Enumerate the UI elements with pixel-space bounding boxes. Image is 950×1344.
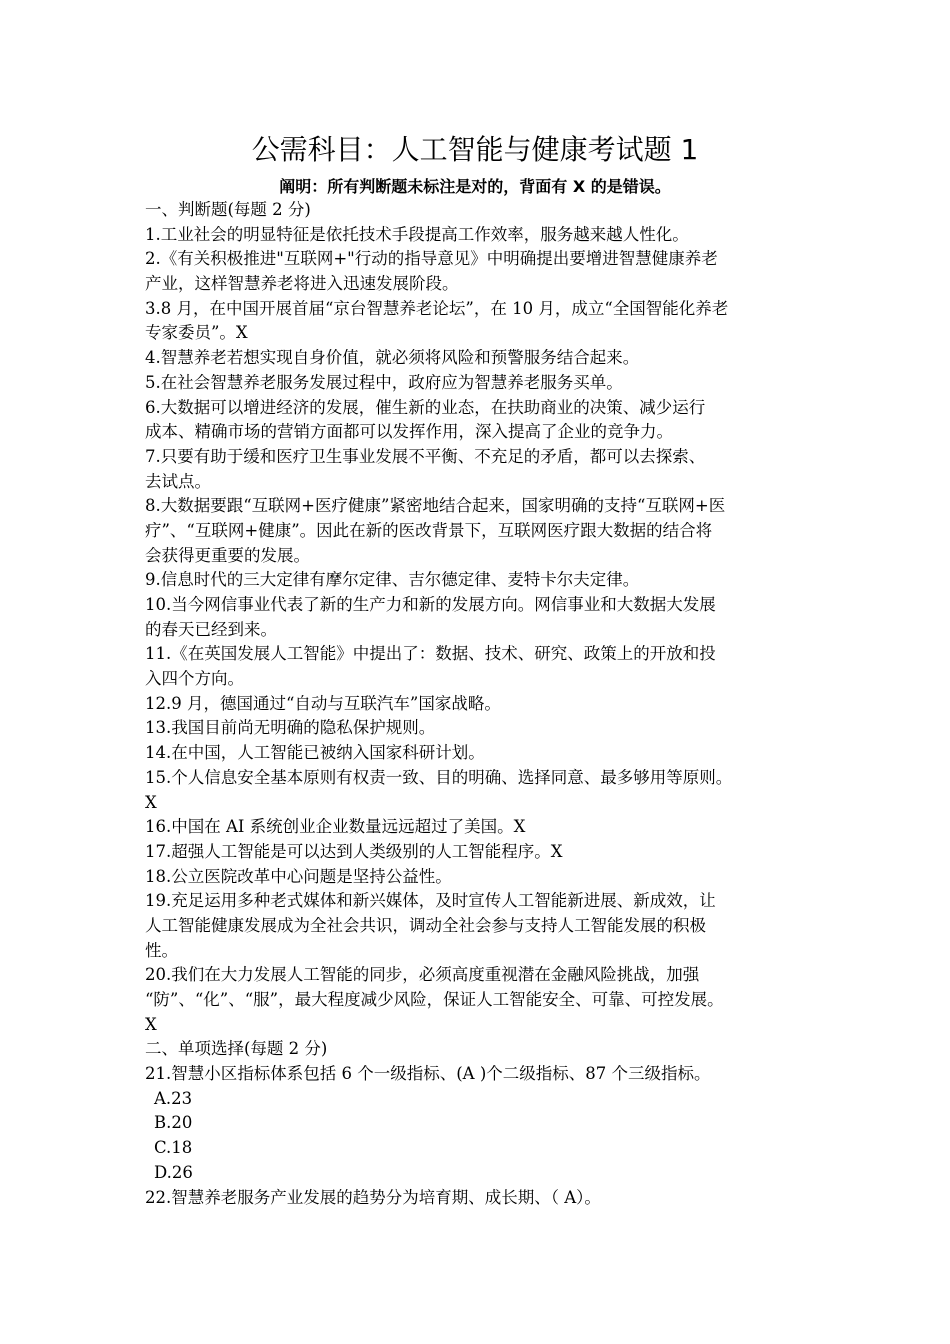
question-7-line-2: 去试点。 (145, 471, 211, 491)
section-heading-single-choice: 二、单项选择(每题 2 分) (145, 1039, 328, 1059)
question-2-line-1: 2.《有关积极推进"互联网+"行动的指导意见》中明确提出要增进智慧健康养老 (145, 249, 718, 269)
question-21-option-a: A.23 (154, 1088, 193, 1108)
question-8-line-1: 8.大数据要跟“互联网+医疗健康”紧密地结合起来，国家明确的支持“互联网+医 (145, 496, 726, 516)
question-19-line-2: 人工智能健康发展成为全社会共识，调动全社会参与支持人工智能发展的积极 (145, 915, 706, 935)
document-note: 阐明：所有判断题未标注是对的，背面有 X 的是错误。 (279, 177, 671, 196)
question-3-line-1: 3.8 月，在中国开展首届“京台智慧养老论坛”，在 10 月，成立“全国智能化养老 (145, 298, 729, 318)
question-4: 4.智慧养老若想实现自身价值，就必须将风险和预警服务结合起来。 (145, 348, 640, 368)
question-20-line-2: “防”、“化”、“服”，最大程度减少风险，保证人工智能安全、可靠、可控发展。 (145, 990, 724, 1009)
question-21: 21.智慧小区指标体系包括 6 个一级指标、(A )个二级指标、87 个三级指标。 (145, 1064, 711, 1084)
question-13: 13.我国目前尚无明确的隐私保护规则。 (145, 718, 436, 738)
question-19-line-1: 19.充足运用多种老式媒体和新兴媒体，及时宣传人工智能新进展、新成效，让 (145, 891, 716, 911)
question-11-line-1: 11.《在英国发展人工智能》中提出了：数据、技术、研究、政策上的开放和投 (145, 644, 716, 664)
question-10-line-2: 的春天已经到来。 (145, 619, 277, 639)
question-1: 1.工业社会的明显特征是依托技术手段提高工作效率，服务越来越人性化。 (145, 224, 689, 244)
document-title: 公需科目：人工智能与健康考试题 1 (251, 133, 699, 166)
document-body (145, 198, 835, 1210)
question-6-line-1: 6.大数据可以增进经济的发展，催生新的业态，在扶助商业的决策、减少运行 (145, 397, 706, 417)
question-8-line-3: 会获得更重要的发展。 (145, 545, 310, 565)
question-20-line-1: 20.我们在大力发展人工智能的同步，必须高度重视潜在金融风险挑战，加强 (145, 965, 700, 985)
question-11-line-2: 入四个方向。 (145, 669, 244, 689)
question-21-option-b: B.20 (154, 1113, 193, 1133)
question-22: 22.智慧养老服务产业发展的趋势分为培育期、成长期、（ A）。 (145, 1187, 601, 1207)
question-17: 17.超强人工智能是可以达到人类级别的人工智能程序。X (145, 841, 563, 861)
question-12: 12.9 月，德国通过“自动与互联汽车”国家战略。 (145, 693, 501, 713)
question-14: 14.在中国，人工智能已被纳入国家科研计划。 (145, 743, 485, 763)
question-21-option-c: C.18 (154, 1138, 193, 1158)
question-15-line-1: 15.个人信息安全基本原则有权责一致、目的明确、选择同意、最多够用等原则。 (145, 767, 733, 787)
question-19-line-3: 性。 (145, 940, 178, 960)
question-10-line-1: 10.当今网信事业代表了新的生产力和新的发展方向。网信事业和大数据大发展 (145, 595, 716, 614)
question-9: 9.信息时代的三大定律有摩尔定律、吉尔德定律、麦特卡尔夫定律。 (145, 570, 640, 590)
question-20-mark: X (145, 1014, 157, 1034)
question-5: 5.在社会智慧养老服务发展过程中，政府应为智慧养老服务买单。 (145, 372, 623, 392)
section-heading-true-false: 一、判断题(每题 2 分) (145, 200, 311, 219)
question-21-option-d: D.26 (154, 1162, 193, 1182)
question-2-line-2: 产业，这样智慧养老将进入迅速发展阶段。 (145, 274, 459, 294)
question-3-line-2: 专家委员”。X (145, 323, 248, 343)
question-7-line-1: 7.只要有助于缓和医疗卫生事业发展不平衡、不充足的矛盾，都可以去探索、 (145, 446, 706, 466)
question-16: 16.中国在 AI 系统创业企业数量远远超过了美国。X (145, 817, 526, 837)
question-6-line-2: 成本、精确市场的营销方面都可以发挥作用，深入提高了企业的竞争力。 (145, 422, 673, 442)
question-15-mark: X (145, 792, 157, 812)
question-8-line-2: 疗”、“互联网+健康”。因此在新的医改背景下，互联网医疗跟大数据的结合将 (145, 520, 713, 540)
question-18: 18.公立医院改革中心问题是坚持公益性。 (145, 866, 452, 886)
